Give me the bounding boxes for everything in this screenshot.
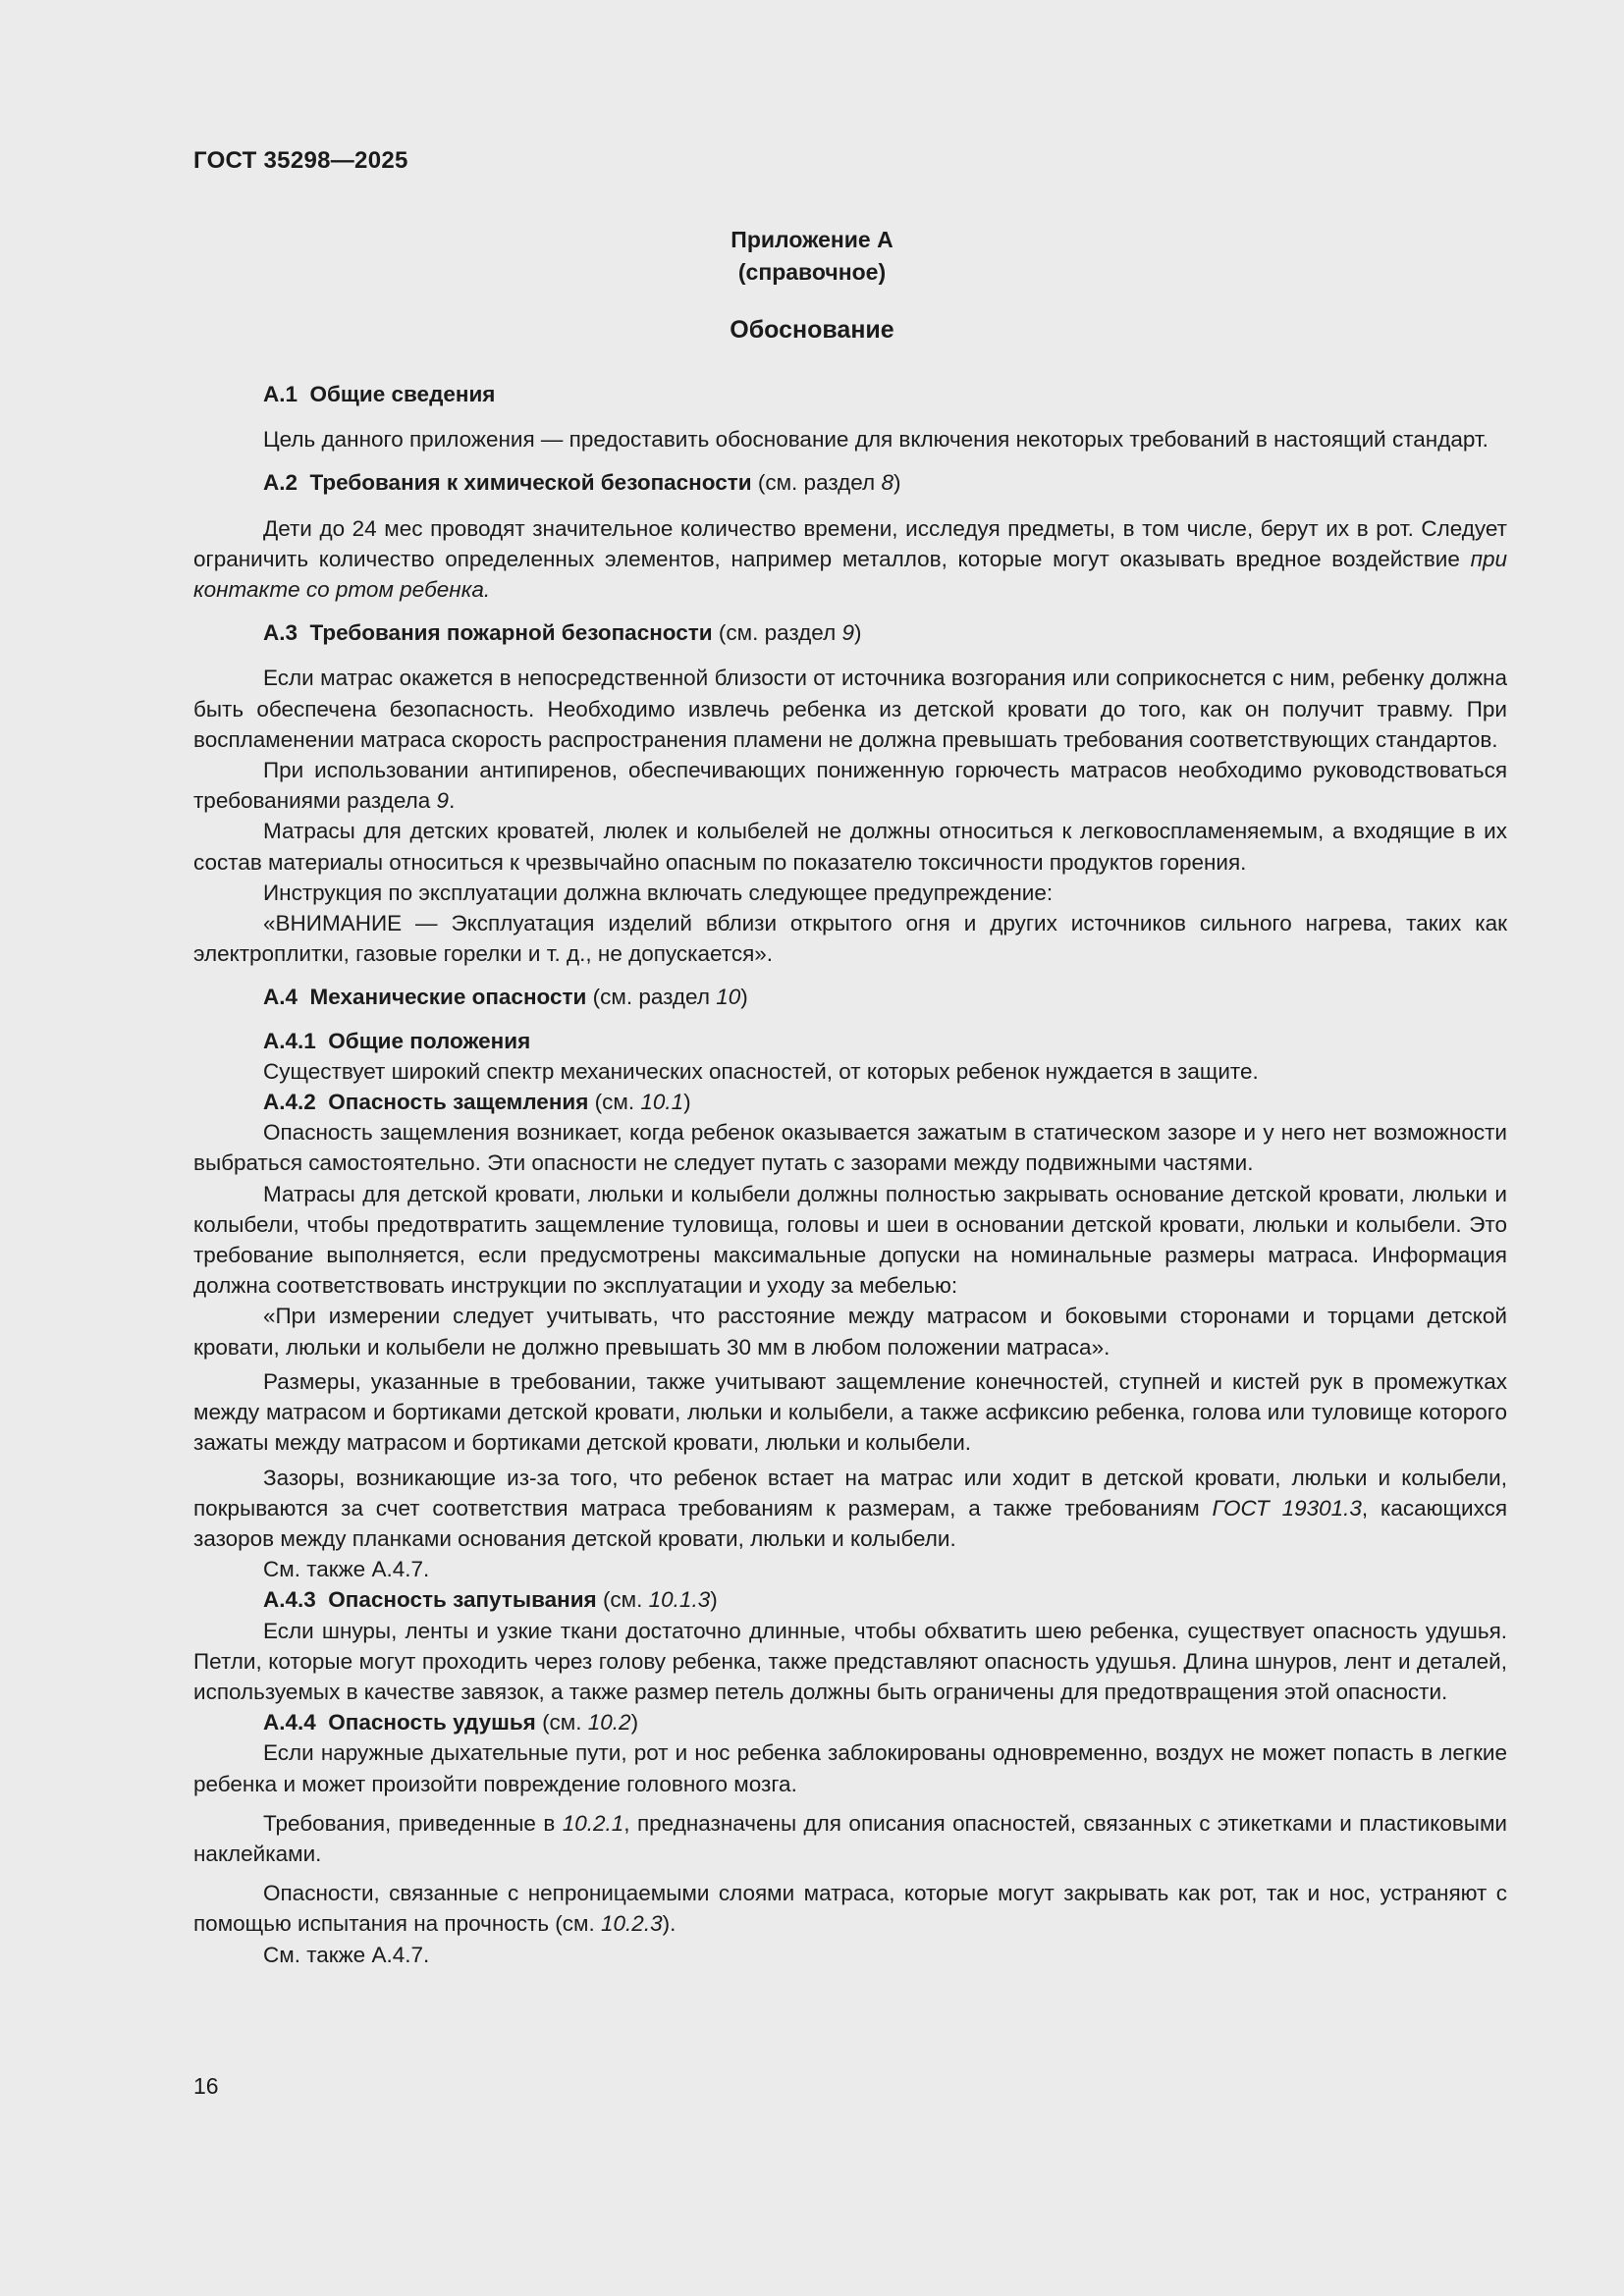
appendix-type: (справочное): [737, 259, 887, 285]
subsection-heading-a43: А.4.3 Опасность запутывания (см. 10.1.3): [263, 1587, 718, 1613]
paragraph: Матрасы для детских кроватей, люлек и колыбелей не должны относиться к легковоспламеняемым, а входящие в их состав материалы относиться к чрезвычайно опасным по показателю токсичности продуктов горения.: [193, 819, 1507, 875]
paragraph: Требования, приведенные в 10.2.1, предназначены для описания опасностей, связанных с этикетками и пластиковыми наклейками.: [193, 1810, 1507, 1866]
paragraph: Зазоры, возникающие из-за того, что ребенок встает на матрас или ходит в детской кровати, люльки и колыбели, покрываются за счет соответствия матраса требованиям к размерам, а также требованиям ГОСТ 19301.3, касающихся зазоров между планками основания детской кровати, люльки и колыбели.: [193, 1465, 1507, 1551]
paragraph: Инструкция по эксплуатации должна включать следующее предупреждение:: [263, 880, 1054, 905]
paragraph: Дети до 24 мес проводят значительное количество времени, исследуя предметы, в том числе, берут их в рот. Следует ограничить количество определенных элементов, например металлов, которые могут оказывать вредное воздействие при контакте со ртом ребенка.: [193, 515, 1507, 603]
paragraph: См. также А.4.7.: [263, 1942, 430, 1967]
paragraph: Существует широкий спектр механических опасностей, от которых ребенок нуждается в защите.: [263, 1058, 1259, 1084]
section-heading-a4: А.4 Механические опасности (см. раздел 10): [263, 985, 748, 1010]
document-body: [193, 379, 1507, 1970]
paragraph: См. также А.4.7.: [263, 1557, 430, 1582]
section-heading-a2: А.2 Требования к химической безопасности (см. раздел 8): [263, 470, 901, 496]
warning-quote: «ВНИМАНИЕ — Эксплуатация изделий вблизи открытого огня и других источников сильного нагрева, таких как электроплитки, газовые горелки и т. д., не допускается».: [193, 911, 1507, 967]
appendix-header: [0, 224, 1624, 289]
page-number: 16: [193, 2073, 219, 2099]
section-heading-a3: А.3 Требования пожарной безопасности (см. раздел 9): [263, 620, 862, 646]
paragraph: Если матрас окажется в непосредственной близости от источника возгорания или соприкоснется с ним, ребенку должна быть обеспечена безопасность. Необходимо извлечь ребенка из детской кровати до того, как он получит травму. При воспламенении матраса скорость распространения пламени не должна превышать требования соответствующих стандартов.: [193, 666, 1507, 752]
appendix-label: Приложение А: [731, 227, 893, 252]
paragraph: Цель данного приложения — предоставить обоснование для включения некоторых требований в настоящий стандарт.: [263, 427, 1489, 453]
paragraph: Опасности, связанные с непроницаемыми слоями матраса, которые могут закрывать как рот, так и нос, устраняют с помощью испытания на прочность (см. 10.2.3).: [193, 1881, 1507, 1937]
subsection-heading-a42: А.4.2 Опасность защемления (см. 10.1): [263, 1090, 691, 1115]
paragraph: Если наружные дыхательные пути, рот и нос ребенка заблокированы одновременно, воздух не может попасть в легкие ребенка и может произойти повреждение головного мозга.: [193, 1740, 1507, 1796]
paragraph: Матрасы для детской кровати, люльки и колыбели должны полностью закрывать основание детской кровати, люльки и колыбели, чтобы предотвратить защемление туловища, головы и шеи в основании детской кровати, люльки и колыбели. Это требование выполняется, если предусмотрены максимальные допуски на номинальные размеры матраса. Информация должна соответствовать инструкции по эксплуатации и уходу за мебелью:: [193, 1181, 1507, 1299]
section-heading-a1: А.1 Общие сведения: [263, 382, 496, 406]
paragraph: Опасность защемления возникает, когда ребенок оказывается зажатым в статическом зазоре и у него нет возможности выбраться самостоятельно. Эти опасности не следует путать с зазорами между подвижными частями.: [193, 1120, 1507, 1176]
document-code: ГОСТ 35298—2025: [193, 147, 408, 174]
instruction-quote: «При измерении следует учитывать, что расстояние между матрасом и боковыми сторонами и торцами детской кровати, люльки и колыбели не должно превышать 30 мм в любом положении матраса».: [193, 1304, 1507, 1360]
appendix-title: Обоснование: [730, 316, 894, 344]
paragraph: При использовании антипиренов, обеспечивающих пониженную горючесть матрасов необходимо руководствоваться требованиями раздела 9.: [193, 758, 1507, 814]
paragraph: Размеры, указанные в требовании, также учитывают защемление конечностей, ступней и кистей рук в промежутках между матрасом и бортиками детской кровати, люльки и колыбели, а также асфиксию ребенка, голова или туловище которого зажаты между матрасом и бортиками детской кровати, люльки и колыбели.: [193, 1368, 1507, 1456]
subsection-heading-a41: А.4.1 Общие положения: [263, 1028, 531, 1053]
subsection-heading-a44: А.4.4 Опасность удушья (см. 10.2): [263, 1710, 639, 1735]
paragraph: Если шнуры, ленты и узкие ткани достаточно длинные, чтобы обхватить шею ребенка, существует опасность удушья. Петли, которые могут проходить через голову ребенка, также представляют опасность удушья. Длина шнуров, лент и деталей, используемых в качестве завязок, а также размер петель должны быть ограничены для предотвращения этой опасности.: [193, 1618, 1507, 1704]
